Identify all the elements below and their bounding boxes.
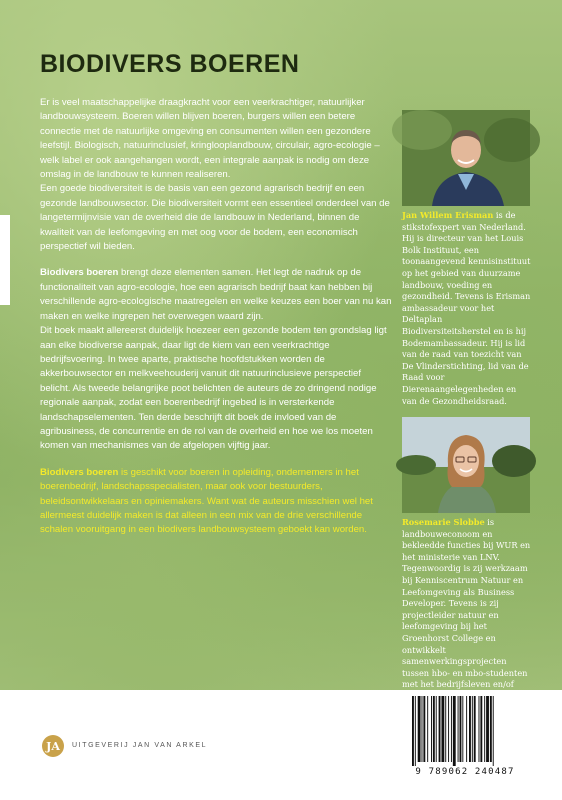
barcode-bars [406,692,524,766]
barcode-bar [448,696,449,762]
barcode-bar [490,696,492,762]
author-bio-erisman [402,210,532,407]
author-portrait-2 [402,417,530,513]
barcode-bar [451,696,452,762]
author-photo-erisman [402,110,530,206]
barcode-bar [458,696,459,762]
barcode-bar [433,696,435,762]
book-title: BIODIVERS BOEREN [40,50,300,78]
author-portrait-1 [402,110,530,206]
barcode-bar [486,696,489,762]
barcode-bar [466,696,467,762]
barcode-bar [441,696,444,762]
publisher-name: UITGEVERIJ JAN VAN ARKEL [72,742,208,749]
blurb-paragraph-5 [40,466,392,538]
barcode-bar [418,696,421,762]
blurb-paragraph-3-text: brengt deze elementen samen. Het legt de nadruk op de functionaliteit van agro-ecologie, hoe een agrarisch bedrijf baat kan hebben bij verschillende agro-ecologische maatregelen en welke keuzes een boer van nu kan maken en welke ingrepen het overwegen waard zijn. [40,267,392,322]
barcode-bar [460,696,462,762]
authors-column [402,110,532,713]
author-bio-erisman-text: is de stikstofexpert van Nederland. Hij is directeur van het Louis Bolk Instituut, een toonaangevend kennisinstituut op het gebied van duurzame landbouw, voeding en gezondheid. Tevens is Erisman ambassadeur voor het Deltaplan Biodiversiteitsherstel en is hij Bodemambassadeur. Hij is lid van de raad van toezicht van De Vlinderstichting, lid van de Raad voor Dierenaangelegenheden en van de Gezondheidsraad. [402,210,531,406]
barcode [406,692,524,766]
author-name-erisman: Jan Willem Erisman [402,210,494,220]
author-name-slobbe: Rosemarie Slobbe [402,517,485,528]
blurb-paragraph-2: Een goede biodiversiteit is de basis van een gezond agrarisch bedrijf en een gezonde landbouwsector. Die biodiversiteit vormt een essentieel onderdeel van de langetermijnvisie van de overheid die de landbouw in Nederland, binnen de kwaliteit van de leefomgeving en met oog voor de bodem, een economisch perspectief wil bieden. [40,183,390,253]
barcode-bar [423,696,425,762]
blurb-paragraph-1: Er is veel maatschappelijke draagkracht voor een veerkrachtiger, natuurlijker landbouwsysteem. Boeren willen blijven boeren, burgers willen een betere connectie met de natuurlijke omgeving en consumenten willen een gezondere leefstijl. Biologisch, natuurinclusief, kringlooplandbouw, circulair, agro-ecologie – welk label er ook aangehangen wordt, een integrale aanpak is nodig om deze omslag in de landbouw te kunnen realiseren. [40,97,380,181]
blurb-column [40,96,392,538]
barcode-bar [462,696,463,762]
blurb-paragraph-5-text: is geschikt voor boeren in opleiding, ondernemers in het boerenbedrijf, landschapsspecialisten, maar ook voor bestuurders, beleidsontwikkelaars en opiniemakers. Want wat de auteurs misschien wel het allermeest duidelijk maken is dat alleen in een mix van de drie verschillende schalen vooruitgang in een biodivers landbouwsysteem geboekt kan worden. [40,466,373,536]
edge-tab [0,215,10,305]
barcode-bar [484,696,485,762]
barcode-bar [412,696,414,766]
barcode-bar [479,696,480,762]
barcode-bar [427,696,428,762]
barcode-bar [480,696,482,762]
author-bio-slobbe-text: is landbouweconoom en bekleedde functies bij WUR en het ministerie van LNV. Tegenwoordig is zij werkzaam bij Kenniscentrum Natuur en Leefomgeving als Business Developer. Tevens is zij projectleider natuur en leefomgeving bij het Groenhorst College en ontwikkelt samenwerkingsprojecten tussen hbo- en mbo-studenten met het bedrijfsleven en/of [402,517,531,690]
book-title-inline: Biodivers boeren [40,267,119,279]
barcode-bar [415,696,416,766]
barcode-bar [472,696,473,762]
isbn-number: 9 789062 240487 [415,767,515,777]
barcode-bar [445,696,446,762]
author-photo-slobbe [402,417,530,513]
barcode-bar [474,696,476,762]
book-title-inline-2: Biodivers boeren [40,466,119,478]
barcode-bar [439,696,441,762]
barcode-bar [453,696,456,766]
blurb-paragraph-3 [40,266,392,324]
blurb-paragraph-4: Dit boek maakt allereerst duidelijk hoezeer een gezonde bodem ten grondslag ligt aan elke biodiverse aanpak, daar ligt de kiem van een veerkrachtige bedrijfsvoering. In twee aparte, praktische hoofdstukken worden de akkerbouwsector en melkveehouderij vanuit dit natuurinclusieve perspectief belicht. Als tweede belangrijke poot belichten de auteurs de zo dringend nodige regionale aanpak, zodat een boerenbedrijf ingebed is in versterkende landschapselementen. Ten derde beschrijft dit boek de invloed van de agribusiness, de concurrentie en de rol van de overheid en hoe we los moeten komen van mechanismes van de afgelopen vijftig jaar. [40,325,387,452]
barcode-bar [422,696,423,762]
barcode-bar [436,696,437,762]
barcode-bar [469,696,471,762]
barcode-bar [431,696,432,762]
barcode-bar [493,696,494,766]
author-bio-slobbe [402,517,532,703]
publisher-logo-icon: JA [42,735,64,757]
